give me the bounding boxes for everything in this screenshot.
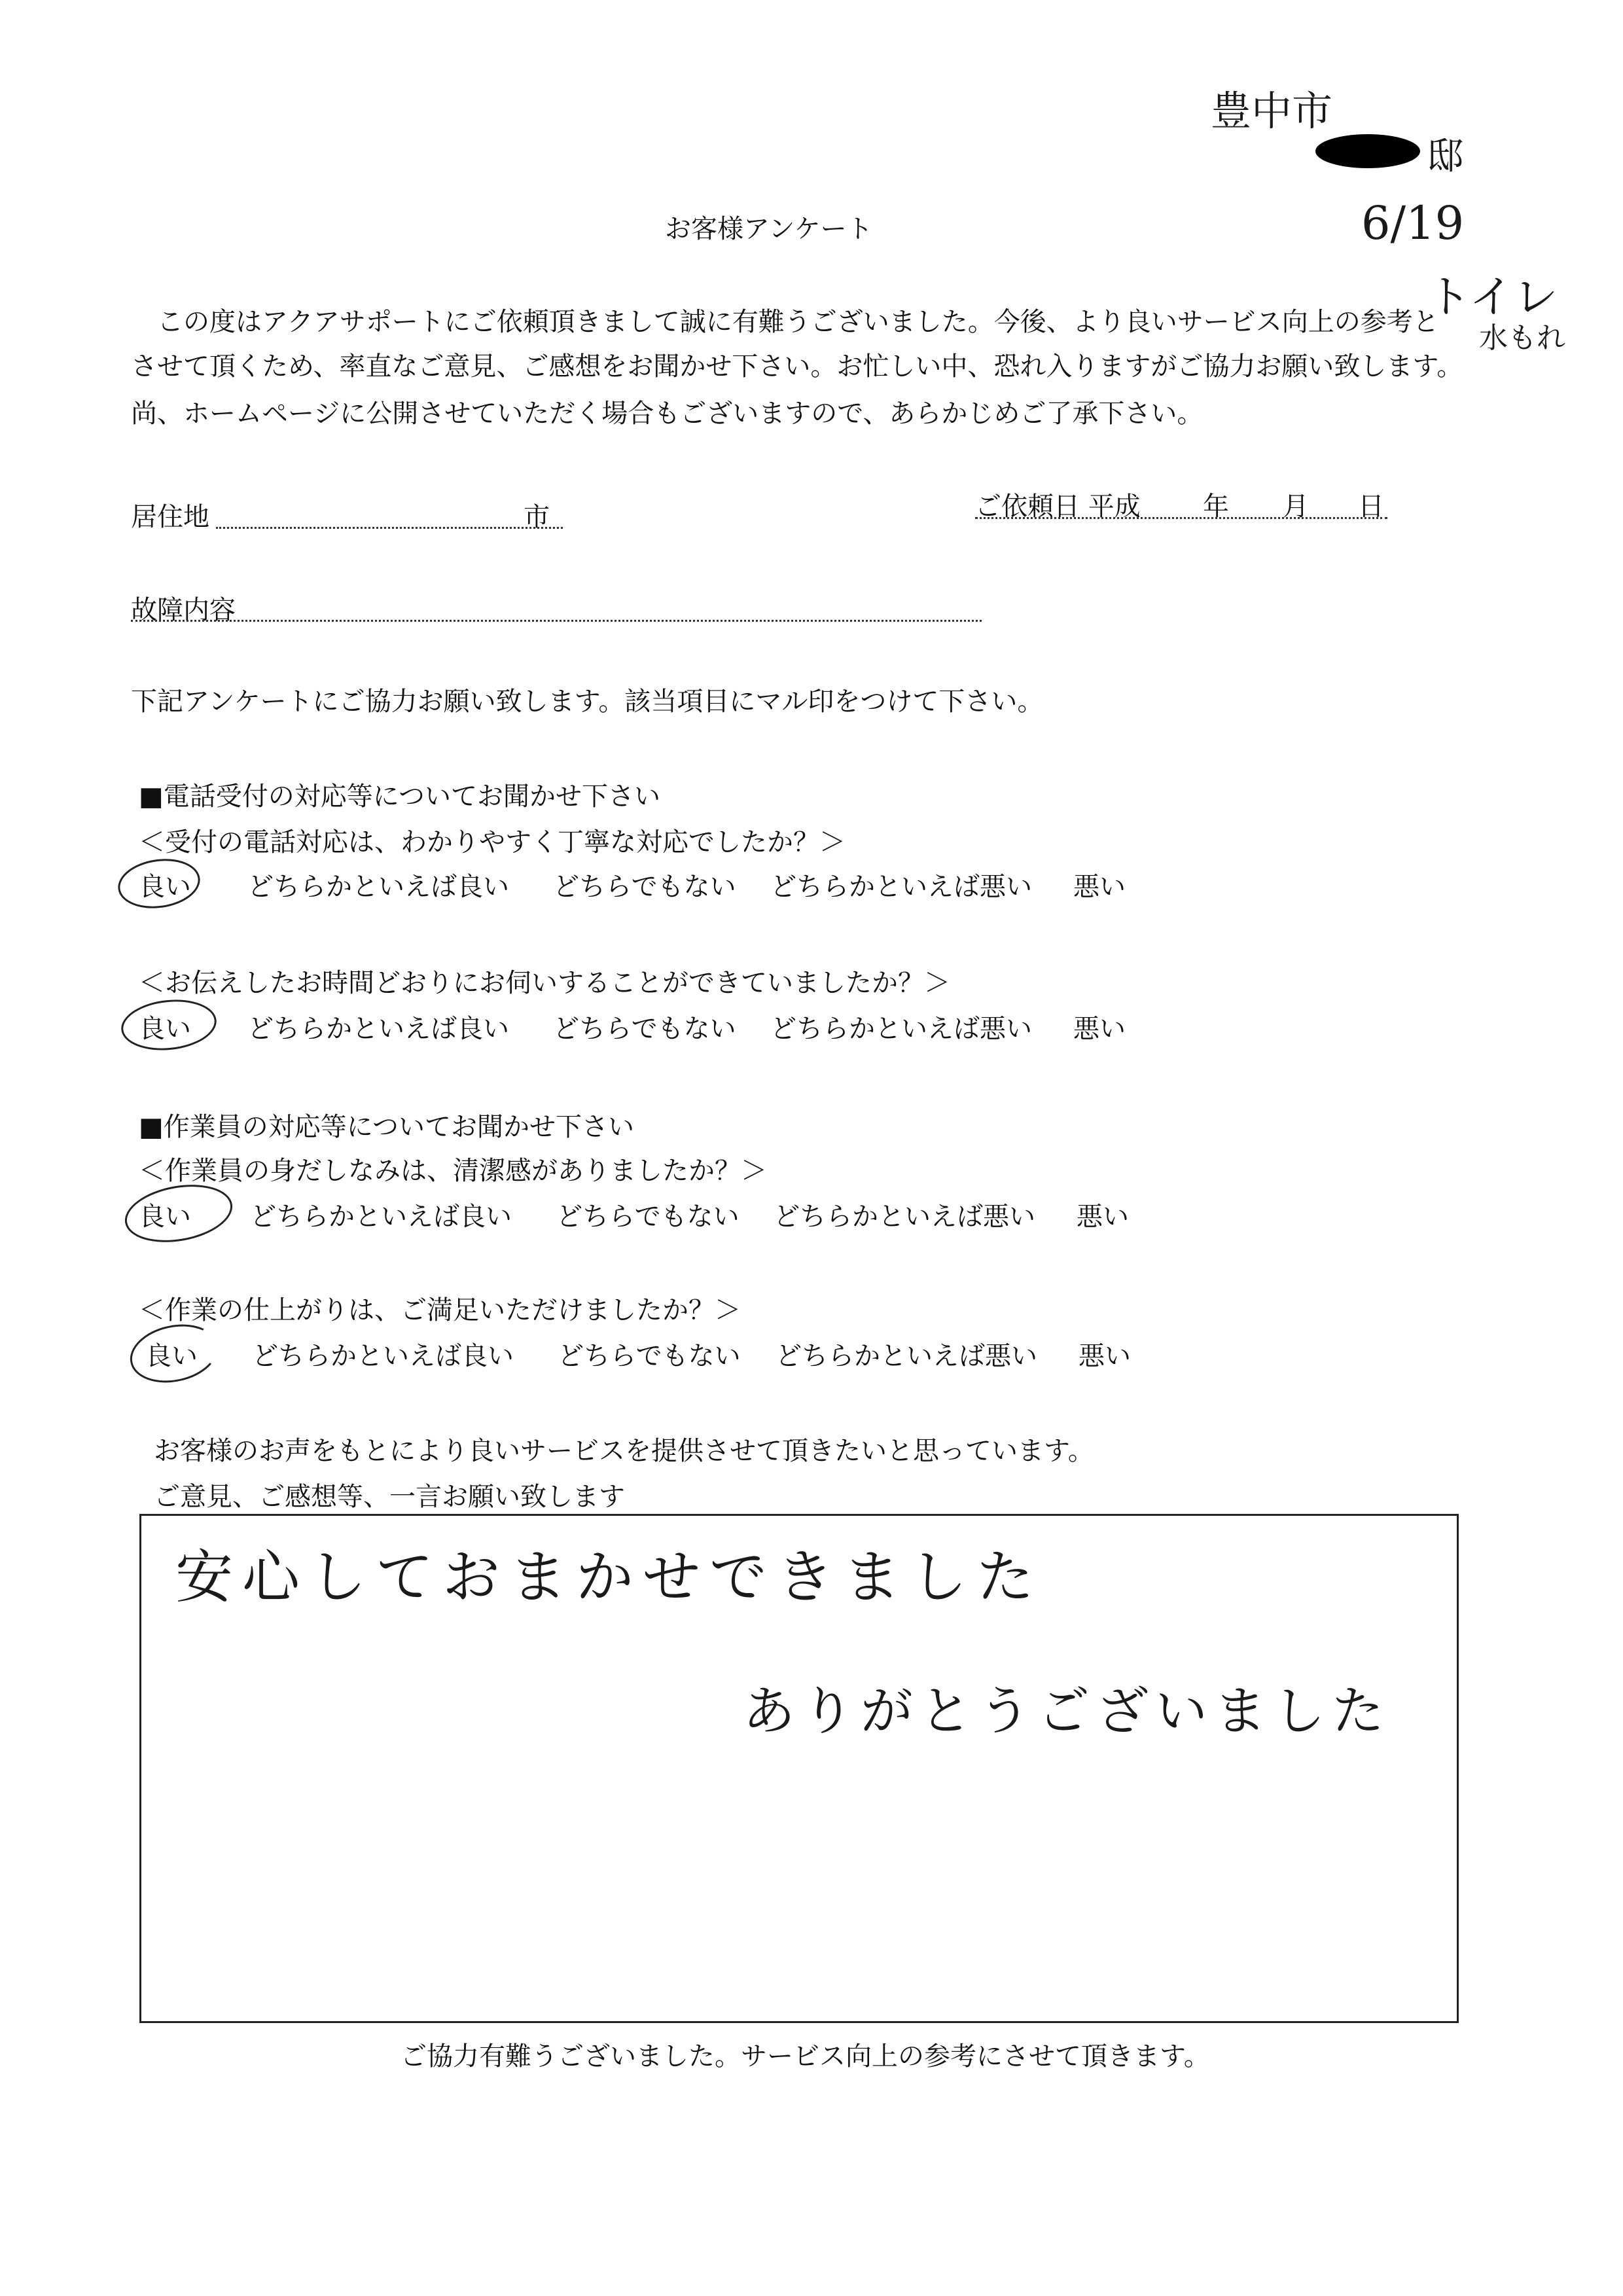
q3-selection-circle	[120, 1177, 237, 1250]
q4-option-somewhat-good[interactable]: どちらかといえば良い	[252, 1341, 514, 1371]
question-arrival-time: ＜お伝えしたお時間どおりにお伺いすることができていましたか？＞	[139, 968, 950, 998]
question-worker-appearance: ＜作業員の身だしなみは、清潔感がありましたか？＞	[139, 1156, 767, 1186]
q2-option-bad[interactable]: 悪い	[1073, 1014, 1126, 1044]
q4-option-bad[interactable]: 悪い	[1079, 1341, 1131, 1371]
q4-option-neutral[interactable]: どちらでもない	[558, 1341, 741, 1371]
q2-selection-circle	[118, 996, 219, 1055]
q1-option-good[interactable]: 良い	[139, 872, 191, 902]
q1-option-somewhat-bad[interactable]: どちらかといえば悪い	[770, 872, 1032, 902]
q3-option-somewhat-good[interactable]: どちらかといえば良い	[250, 1202, 512, 1232]
question-phone-clarity: ＜受付の電話対応は、わかりやすく丁寧な対応でしたか？＞	[139, 827, 846, 857]
q3-option-good[interactable]: 良い	[139, 1202, 191, 1232]
q1-option-bad[interactable]: 悪い	[1073, 872, 1126, 902]
section-heading-worker: ■作業員の対応等についてお聞かせ下さい	[139, 1112, 634, 1142]
q1-option-somewhat-good[interactable]: どちらかといえば良い	[247, 872, 509, 902]
page-title: お客様アンケート	[665, 214, 873, 244]
q2-option-good[interactable]: 良い	[139, 1014, 191, 1044]
request-day: 日	[1358, 492, 1384, 522]
problem-line	[131, 620, 982, 622]
section-heading-phone: ■電話受付の対応等についてお聞かせ下さい	[139, 781, 660, 812]
closing-line-1: お客様のお声をもとにより良いサービスを提供させて頂きたいと思っています。	[154, 1436, 1094, 1466]
q1-selection-circle	[115, 854, 203, 914]
intro-line-2: させて頂くため、率直なご意見、ご感想をお聞かせ下さい。お忙しい中、恐れ入りますがご協力お願い致します。	[131, 351, 1463, 382]
residence-label: 居住地	[131, 502, 209, 532]
q3-option-neutral[interactable]: どちらでもない	[556, 1202, 740, 1232]
comment-line-1: 安心しておまかせできました	[175, 1543, 1044, 1611]
q2-option-somewhat-good[interactable]: どちらかといえば良い	[247, 1014, 509, 1044]
footer-text: ご協力有難うございました。サービス向上の参考にさせて頂きます。	[401, 2041, 1210, 2072]
q4-option-somewhat-bad[interactable]: どちらかといえば悪い	[776, 1341, 1037, 1371]
comment-line-2: ありがとうございました	[743, 1681, 1391, 1742]
instruction-text: 下記アンケートにご協力お願い致します。該当項目にマル印をつけて下さい。	[131, 687, 1044, 717]
q2-option-neutral[interactable]: どちらでもない	[553, 1014, 736, 1044]
handwritten-suffix: 邸	[1427, 135, 1463, 178]
residence-line	[216, 527, 563, 529]
request-month: 月	[1283, 492, 1309, 522]
intro-line-1: この度はアクアサポートにご依頼頂きまして誠に有難うございました。今後、より良いサービス向上の参考と	[157, 307, 1439, 337]
intro-line-3: 尚、ホームページに公開させていただく場合もございますので、あらかじめご了承下さい。	[131, 399, 1204, 429]
q4-option-good[interactable]: 良い	[145, 1341, 198, 1371]
q3-option-somewhat-bad[interactable]: どちらかといえば悪い	[774, 1202, 1035, 1232]
handwritten-job-2: 水もれ	[1479, 321, 1565, 355]
q3-option-bad[interactable]: 悪い	[1077, 1202, 1129, 1232]
handwritten-job-1: トイレ	[1427, 272, 1558, 323]
q4-selection-circle	[125, 1317, 224, 1390]
problem-label: 故障内容	[131, 595, 236, 625]
city-suffix: 市	[524, 502, 550, 532]
request-date-label: ご依頼日 平成	[975, 492, 1141, 522]
q1-option-neutral[interactable]: どちらでもない	[553, 872, 736, 902]
handwritten-date: 6/19	[1361, 196, 1465, 250]
handwritten-city: 豊中市	[1211, 87, 1333, 135]
closing-line-2: ご意見、ご感想等、一言お願い致します	[154, 1482, 625, 1512]
request-date-line	[975, 517, 1387, 519]
redaction-mark	[1315, 134, 1420, 168]
request-year: 年	[1203, 492, 1229, 522]
question-work-finish: ＜作業の仕上がりは、ご満足いただけましたか？＞	[139, 1295, 741, 1325]
q2-option-somewhat-bad[interactable]: どちらかといえば悪い	[770, 1014, 1032, 1044]
